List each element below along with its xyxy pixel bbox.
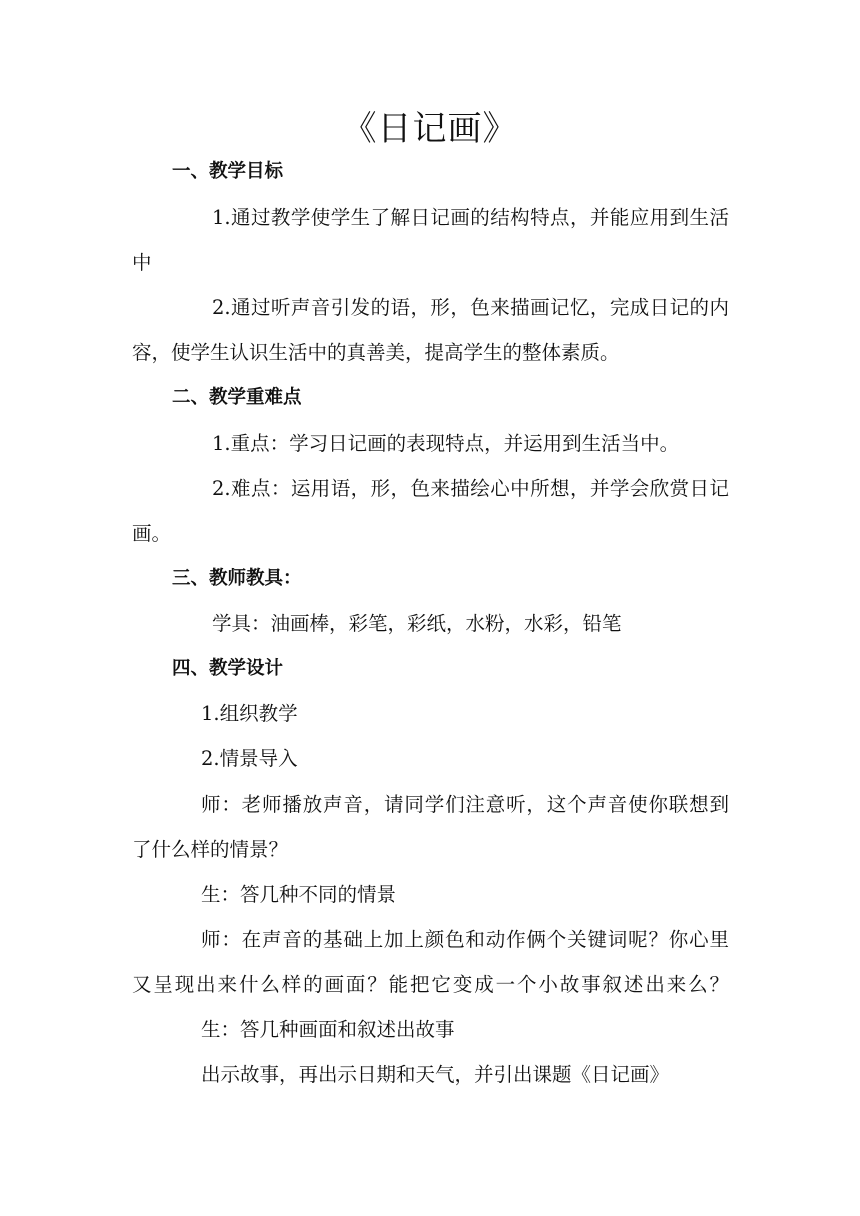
section-heading-design: 四、教学设计 [172,658,284,679]
design-step1: 1.组织教学 [201,702,298,725]
design-step2: 2.情景导入 [201,747,298,770]
section-heading-goals: 一、教学目标 [172,161,284,182]
design-p4: 生：答几种画面和叙述出故事 [201,1018,455,1041]
design-p1-line2: 了什么样的情景？ [132,838,289,861]
goals-item2-line1: 2.通过听声音引发的语，形，色来描画记忆，完成日记的内 [212,296,729,319]
design-p1-line1: 师：老师播放声音，请同学们注意听，这个声音使你联想到 [201,793,729,816]
design-p2: 生：答几种不同的情景 [201,883,397,906]
key-points-item2-line1: 2.难点：运用语，形，色来描绘心中所想，并学会欣赏日记 [212,477,729,500]
goals-item1-line1: 1.通过教学使学生了解日记画的结构特点，并能应用到生活 [212,206,729,229]
section-heading-key-points: 二、教学重难点 [172,387,302,408]
design-p3-line1: 师：在声音的基础上加上颜色和动作俩个关键词呢？你心里 [201,928,729,951]
tools-item1: 学具：油画棒，彩笔，彩纸，水粉，水彩，铅笔 [212,612,622,635]
goals-item1-line2: 中 [132,251,152,274]
goals-item2-line2: 容，使学生认识生活中的真善美，提高学生的整体素质。 [132,341,620,364]
key-points-item1: 1.重点：学习日记画的表现特点，并运用到生活当中。 [212,432,680,455]
key-points-item2-line2: 画。 [132,522,172,545]
section-heading-tools: 三、教师教具： [172,568,302,589]
page-title: 《日记画》 [342,109,518,149]
design-p5: 出示故事，再出示日期和天气，并引出课题《日记画》 [201,1063,670,1086]
design-p3-line2: 又呈现出来什么样的画面？能把它变成一个小故事叙述出来么？ [132,973,729,996]
